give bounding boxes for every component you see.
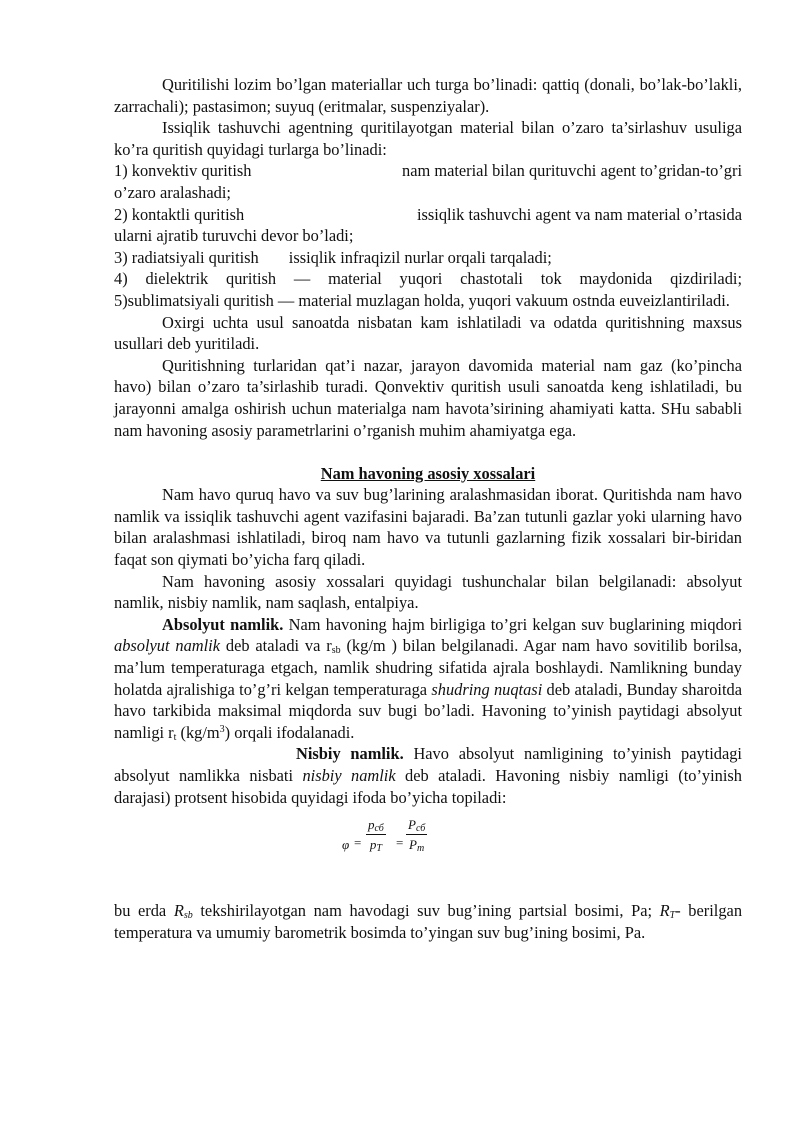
list-item-convective: 1) konvektiv quritish nam material bilan qurituvchi agent to’gridan-to’gri bbox=[114, 161, 742, 181]
list-item-sublimation: 5)sublimatsiyali quritish — material muzlagan holda, yuqori vakuum ostnda euveizlantiriladi. bbox=[114, 290, 730, 310]
term-dew-point: shudring nuqtasi bbox=[431, 679, 543, 699]
formula-fraction-upper: $P_{сб}$ $P_т$ bbox=[408, 817, 426, 855]
paragraph-drying-classification: Issiqlik tashuvchi agentning quritilayotgan material bilan o’zaro ta’sirlashuv usuliga ko’ra quritish quyidagi turlarga bo’linadi: bbox=[114, 118, 742, 159]
paragraph-absolute-humidity: Absolyut namlik. Nam havoning hajm birligiga to’gri kelgan suv buglarining miqdori absolyut namlik deb ataladi va $r_{sb}$ (kg/m ) bilan belgilanadi. Agar nam havo sovitilib borilsa, ma’lum temperaturaga etgach, namlik shudring sifatida ajrala boshlaydi. Namlikning bunday holatda ajralishiga to’g’ri kelgan temperaturaga shudring nuqtasi deb ataladi, Bunday sharoitda havo tarkibida maksimal miqdorda suv bugi bo’ladi. Havoning to’yinish paytidagi absolyut namligi $r_t$ $(kg/m^3)$ orqali ifodalanadi. bbox=[114, 614, 743, 743]
paragraph-properties: Nam havoning asosiy xossalari quyidagi tushunchalar bilan belgilanadi: absolyut namlik, nisbiy namlik, nam saqlash, entalpiya. bbox=[114, 571, 742, 613]
term-relative-humidity-italic: nisbiy namlik bbox=[302, 766, 396, 785]
term-relative-humidity: Nisbiy namlik. bbox=[296, 744, 404, 764]
document-page bbox=[114, 74, 742, 943]
formula-phi: φ bbox=[342, 837, 350, 853]
paragraph-special-methods: Oxirgi uchta usul sanoatda nisbatan kam ishlatiladi va odatda quritishning maxsus usullari deb yuritiladi. bbox=[114, 312, 742, 354]
relative-humidity-formula bbox=[114, 814, 742, 880]
list-item-convective-cont: o’zaro aralashadi; bbox=[114, 182, 231, 202]
paragraph-humid-air: Nam havo quruq havo va suv bug’larining aralashmasidan iborat. Quritishda nam havo namlik va issiqlik tashuvchi agent vazifasini bajaradi. Ba’zan tutunli gazlar yoki ularning havo bilan aralashmasi ishlatiladi, biroq nam havo va tutunli gazlarning fizik xossalari bir-biridan faqat son qiymati bo’yicha farq qiladi. bbox=[114, 485, 742, 570]
paragraph-convective-importance: Quritishning turlaridan qat’i nazar, jarayon davomida material nam gaz (ko’pincha havo) bilan o’zaro ta’sirlashib turadi. Qonvektiv quritish usuli sanoatda keng ishlatiladi, bu jarayonni amalga oshirish uchun materialga nam havota’sirining ahamiyati katta. SHu sababli nam havoning asosiy parametrlarini o’rganish muhim ahamiyatga ega. bbox=[114, 355, 742, 440]
drying-types-list bbox=[114, 160, 742, 311]
term-absolute-humidity-italic: absolyut namlik bbox=[114, 636, 221, 656]
list-item-radiation: 3) radiatsiyali quritish issiqlik infraqizil nurlar orqali tarqaladi; bbox=[114, 247, 552, 267]
term-absolute-humidity: Absolyut namlik. bbox=[162, 614, 284, 634]
formula-equals: = bbox=[354, 835, 362, 851]
paragraph-relative-humidity: Nisbiy namlik. Havo absolyut namligining to’yinish paytidagi absolyut namlikka nisbati nisbiy namlik deb ataladi. Havoning nisbiy namligi (to’yinish darajasi) protsent hisobida quyidagi ifoda bo’yicha topiladi: bbox=[114, 744, 742, 807]
blank-line bbox=[114, 441, 742, 463]
list-item-dielectric: 4) dielektrik quritish — material yuqori chastotali tok maydonida qizdiriladi; bbox=[114, 269, 742, 289]
list-item-contact-cont: ularni ajratib turuvchi devor bo’ladi; bbox=[114, 226, 354, 246]
formula-fraction-lower: $p_{сб}$ $p_T$ bbox=[368, 817, 384, 855]
paragraph-formula-explanation: bu erda $R_{sb}$ tekshirilayotgan nam havodagi suv bug’ining partsial bosimi, Pa; $R_T-$ berilgan temperatura va umumiy barometrik bosimda to’yingan suv bug’ining bosimi, Pa. bbox=[114, 901, 743, 942]
section-heading: Nam havoning asosiy xossalari bbox=[320, 463, 536, 483]
paragraph-material-types: Quritilishi lozim bo’lgan materiallar uch turga bo’linadi: qattiq (donali, bo’lak-bo’lakli, zarrachali); pastasimon; suyuq (eritmalar, suspenziyalar). bbox=[114, 75, 742, 116]
list-item-contact: 2) kontaktli quritish issiqlik tashuvchi agent va nam material o’rtasida bbox=[114, 204, 742, 224]
formula-equals-2: = bbox=[396, 835, 404, 851]
